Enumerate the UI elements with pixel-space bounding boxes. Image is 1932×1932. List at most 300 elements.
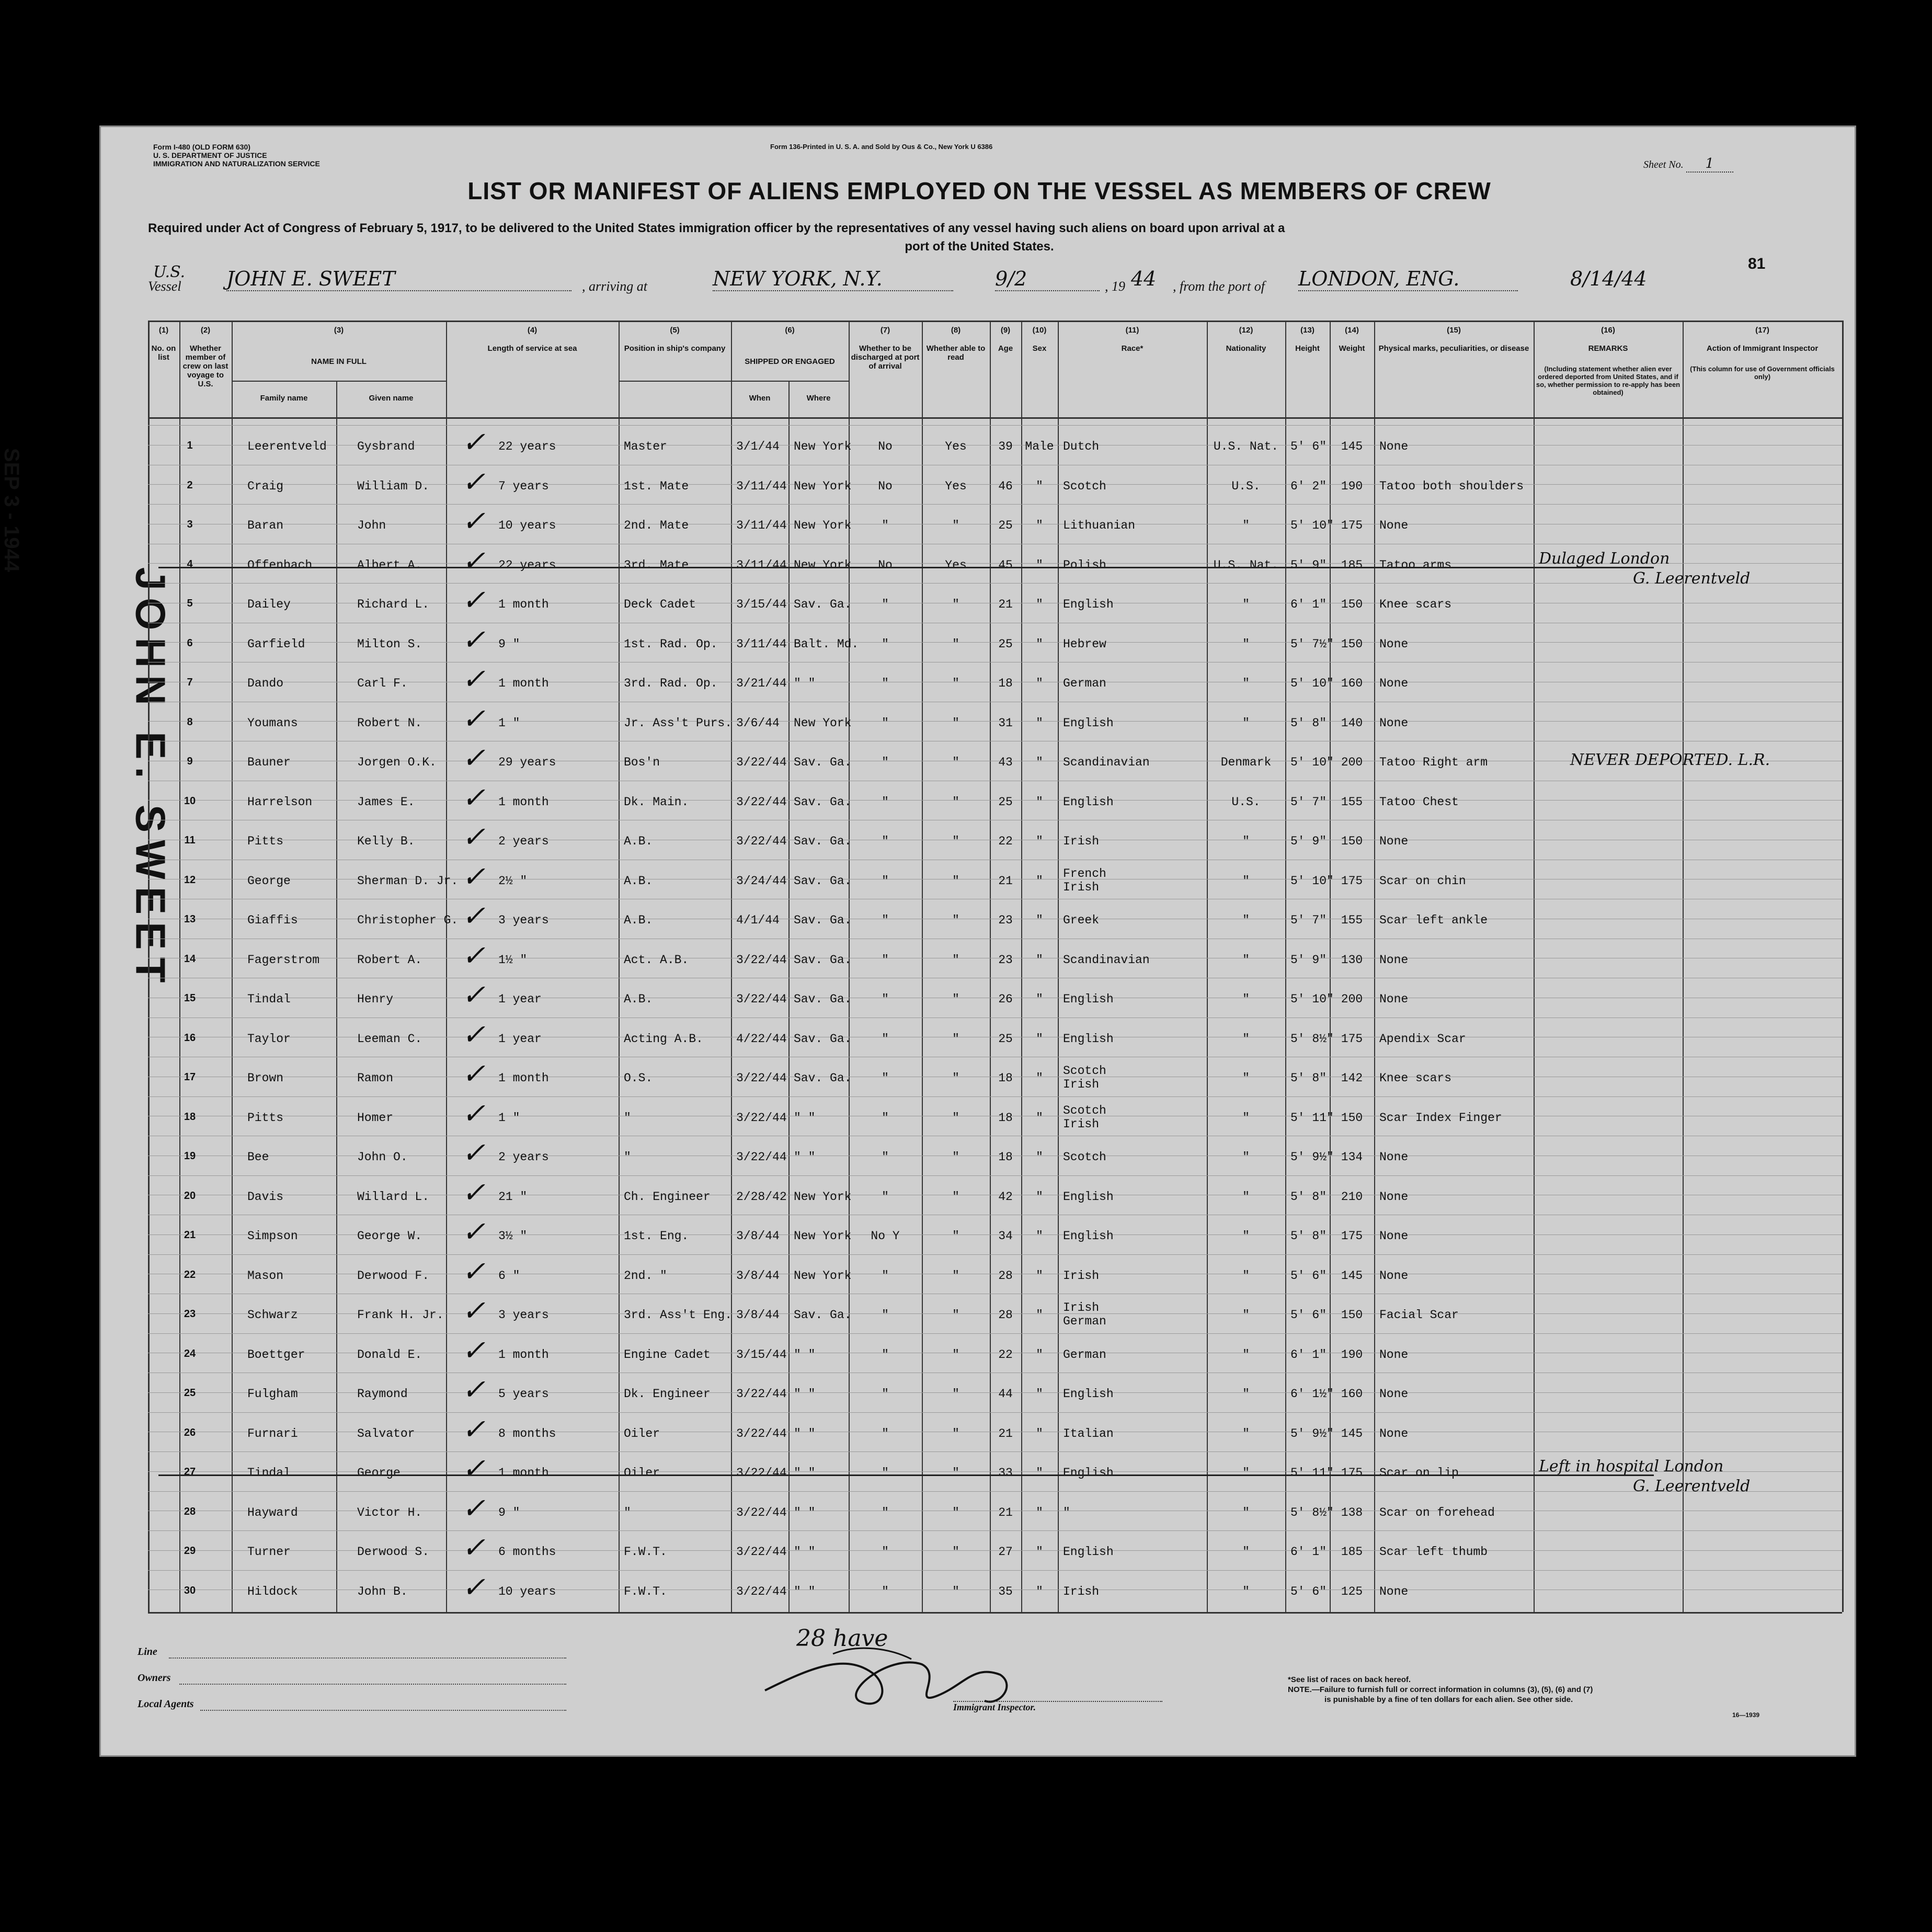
sheet-number-label [1643,156,1733,173]
race: English [1063,1229,1114,1243]
height: 5' 6" [1290,440,1327,453]
service-length: 8 months [498,1426,556,1441]
height: 5' 7½" [1290,637,1334,651]
age: 21 [998,1426,1013,1441]
able-to-read: " [952,1584,959,1598]
able-to-read: " [952,1347,959,1362]
height: 5' 10" [1290,519,1334,532]
race: English [1063,1545,1114,1559]
column-header: Position in ship's company [624,344,726,353]
shipped-date: 3/11/44 [736,519,787,532]
position: Ch. Engineer [624,1190,711,1204]
vessel-label: Vessel [148,279,181,294]
family-name: Giaffis [247,913,298,927]
column-number: (5) [670,326,680,335]
able-to-read: " [952,953,959,967]
discharge-status: " [882,756,889,769]
able-to-read: " [952,795,959,809]
age: 18 [998,1111,1013,1125]
service-length: 1 month [498,1071,549,1085]
service-length: 7 years [498,479,549,493]
column-number: (14) [1345,326,1359,335]
shipped-where: " " [794,1466,816,1480]
row-number: 26 [184,1426,196,1438]
age: 28 [998,1268,1013,1283]
discharge-status: " [882,795,889,809]
column-note: (This column for use of Government officials only) [1690,365,1835,381]
discharge-status: " [882,1347,889,1362]
shipped-date: 3/22/44 [736,1545,787,1559]
sex: " [1036,637,1043,651]
height: 6' 2" [1290,479,1327,493]
service-length: 6 " [498,1268,520,1283]
shipped-where: New York [794,479,852,493]
row-number: 22 [184,1268,196,1281]
given-name: Robert A. [357,953,422,967]
strike-through [158,1474,1654,1476]
able-to-read: " [952,1032,959,1046]
shipped-where: New York [794,558,852,572]
physical-marks: Scar left ankle [1379,913,1488,927]
nationality: " [1242,913,1250,927]
sex: " [1036,1505,1043,1519]
physical-marks: Scar on lip [1379,1466,1459,1480]
race: Lithuanian [1063,519,1136,532]
column-number: (10) [1032,326,1047,335]
check-mark: ✓ [462,1096,486,1130]
nationality: U.S. Nat. [1213,558,1279,572]
row-rule [148,1570,1842,1571]
shipped-where: " " [794,1426,816,1441]
row-number: 17 [184,1071,196,1083]
position: F.W.T. [624,1545,667,1559]
race: French Irish [1063,866,1106,894]
column-number: (7) [880,326,890,335]
service-length: 2 years [498,1150,549,1164]
footer-note: NOTE.—Failure to furnish full or correct information in columns (3), (5), (6) and (7) [1288,1685,1593,1694]
check-mark: ✓ [462,978,486,1011]
height: 5' 11" [1290,1466,1334,1480]
shipped-where: Sav. Ga. [794,756,852,769]
physical-marks: None [1379,953,1409,967]
column-number: (15) [1447,326,1461,335]
able-to-read: " [952,1545,959,1559]
height: 5' 9½" [1290,1426,1334,1441]
able-to-read: Yes [945,558,967,572]
check-mark: ✓ [462,1373,486,1406]
discharge-status: " [882,992,889,1006]
service-length: 29 years [498,756,556,769]
service-length: 5 years [498,1387,549,1401]
subtitle-line: port of the United States. [905,239,1054,254]
race: Irish [1063,1268,1100,1283]
service-length: 1 month [498,795,549,809]
check-mark: ✓ [462,426,486,459]
height: 6' 1" [1290,1545,1327,1559]
position: Act. A.B. [624,953,689,967]
position: 1st. Rad. Op. [624,637,718,651]
shipped-date: 3/8/44 [736,1308,780,1322]
row-rule [148,1530,1842,1531]
owners-label: Owners [138,1672,171,1684]
race: Scandinavian [1063,953,1150,967]
position: Acting A.B. [624,1032,703,1046]
family-name: Bee [247,1150,269,1164]
sheet-number: 1 [1686,156,1733,173]
shipped-date: 3/21/44 [736,677,787,690]
shipped-date: 3/22/44 [736,1505,787,1519]
service-length: 22 years [498,440,556,453]
crew-row [148,1057,1842,1092]
height: 5' 8" [1290,1071,1327,1085]
discharge-status: " [882,953,889,967]
nationality: " [1242,677,1250,690]
row-number: 29 [184,1545,196,1557]
header-sub-rule [619,381,849,382]
crew-row [148,899,1842,934]
family-name: Bauner [247,756,291,769]
age: 25 [998,519,1013,532]
family-name: Fulgham [247,1387,298,1401]
service-length: 1½ " [498,953,528,967]
position: Deck Cadet [624,598,696,611]
age: 25 [998,637,1013,651]
check-mark: ✓ [462,465,486,498]
column-number: (1) [158,326,169,335]
service-length: 1 month [498,1466,549,1480]
race: English [1063,795,1114,809]
discharge-status: " [882,637,889,651]
physical-marks: Knee scars [1379,1071,1452,1085]
shipped-where: " " [794,1505,816,1519]
column-number: (9) [1000,326,1011,335]
crew-row [148,1175,1842,1211]
crew-row [148,702,1842,737]
position: Engine Cadet [624,1347,711,1362]
check-mark: ✓ [462,1491,486,1525]
position: 3rd. Mate [624,558,689,572]
column-header: Whether member of crew on last voyage to U.S. [182,344,228,388]
able-to-read: " [952,1150,959,1164]
check-mark: ✓ [462,702,486,735]
form-id-line: Form I-480 (OLD FORM 630) [153,143,250,151]
age: 18 [998,1150,1013,1164]
shipped-date: 3/24/44 [736,874,787,888]
year-label: , 19 [1105,279,1125,294]
row-number: 14 [184,953,196,965]
check-mark: ✓ [462,860,486,893]
given-name: Willard L. [357,1190,430,1204]
able-to-read: " [952,637,959,651]
physical-marks: Facial Scar [1379,1308,1459,1322]
sex: " [1036,558,1043,572]
physical-marks: None [1379,1268,1409,1283]
shipped-date: 3/11/44 [736,558,787,572]
physical-marks: None [1379,1426,1409,1441]
remark-note [1539,1457,1750,1496]
race: Greek [1063,913,1100,927]
family-name: Davis [247,1190,284,1204]
shipped-where: " " [794,1387,816,1401]
given-name: Robert N. [357,716,422,730]
arriving-label: , arriving at [582,279,647,294]
physical-marks: None [1379,834,1409,848]
printer-line: Form 136-Printed in U. S. A. and Sold by Ous & Co., New York U 6386 [770,143,993,151]
shipped-date: 4/22/44 [736,1032,787,1046]
physical-marks: Scar on chin [1379,874,1466,888]
column-header: Race* [1121,344,1144,353]
able-to-read: " [952,716,959,730]
height: 5' 8½" [1290,1032,1334,1046]
row-number: 7 [187,677,193,688]
check-mark: ✓ [462,1136,486,1169]
race: Scotch [1063,1150,1106,1164]
sex: " [1036,1387,1043,1401]
nationality: " [1242,1347,1250,1362]
sex: " [1036,1426,1043,1441]
discharge-status: " [882,1308,889,1322]
crew-row [148,1531,1842,1566]
physical-marks: None [1379,1150,1409,1164]
family-name: Offenbach [247,558,313,572]
given-name: Ramon [357,1071,394,1085]
service-length: 1 year [498,992,542,1006]
height: 5' 8½" [1290,1505,1334,1519]
column-header: REMARKS [1588,344,1628,353]
check-mark: ✓ [462,1294,486,1327]
given-name: Kelly B. [357,834,415,848]
page-title: LIST OR MANIFEST OF ALIENS EMPLOYED ON THE VESSEL AS MEMBERS OF CREW [467,177,1491,204]
crew-row [148,465,1842,500]
sex: " [1036,716,1043,730]
column-number: (8) [951,326,961,335]
row-number: 18 [184,1111,196,1123]
physical-marks: Tatoo Chest [1379,795,1459,809]
given-name: George W. [357,1229,422,1243]
stamp-date: SEP 3 - 1944 [0,448,24,573]
discharge-status: No [878,440,893,453]
able-to-read: " [952,677,959,690]
column-number: (11) [1125,326,1139,335]
able-to-read: " [952,1387,959,1401]
discharge-status: " [882,1268,889,1283]
nationality: " [1242,637,1250,651]
race: Scandinavian [1063,756,1150,769]
row-number: 3 [187,519,193,530]
able-to-read: " [952,874,959,888]
service-length: 1 year [498,1032,542,1046]
physical-marks: None [1379,992,1409,1006]
service-length: 1 " [498,1111,520,1125]
check-mark: ✓ [462,1570,486,1604]
service-length: 21 " [498,1190,528,1204]
shipped-date: 4/1/44 [736,913,780,927]
given-name: John [357,519,386,532]
able-to-read: " [952,598,959,611]
family-name: Dando [247,677,284,690]
remark-note [1539,549,1750,589]
family-name: Hayward [247,1505,298,1519]
given-name: Derwood F. [357,1268,430,1283]
race: English [1063,1190,1114,1204]
service-length: 10 years [498,519,556,532]
column-subheader: Family name [260,394,308,403]
given-name: Milton S. [357,637,422,651]
given-name: Homer [357,1111,394,1125]
family-name: Furnari [247,1426,298,1441]
discharge-status: " [882,1545,889,1559]
column-number: (3) [334,326,344,335]
shipped-where: New York [794,716,852,730]
crew-row [148,1373,1842,1408]
physical-marks: Scar on forehead [1379,1505,1495,1519]
row-number: 9 [187,756,193,767]
position: 3rd. Ass't Eng. [624,1308,733,1322]
check-mark: ✓ [462,623,486,656]
column-header: NAME IN FULL [311,357,367,366]
weight: 145 [1341,1268,1363,1283]
check-mark: ✓ [462,781,486,814]
nationality: U.S. Nat. [1213,440,1279,453]
given-name: Carl F. [357,677,408,690]
family-name: Leerentveld [247,440,327,453]
shipped-date: 2/28/42 [736,1190,787,1204]
race: Italian [1063,1426,1114,1441]
row-number: 27 [184,1466,196,1478]
shipped-where: New York [794,1268,852,1283]
family-name: Craig [247,479,284,493]
service-length: 2 years [498,834,549,848]
nationality: " [1242,1229,1250,1243]
row-rule [148,1175,1842,1176]
age: 21 [998,874,1013,888]
service-length: 1 month [498,1347,549,1362]
discharge-status: " [882,874,889,888]
row-number: 6 [187,637,193,649]
sex: " [1036,913,1043,927]
footer-line-label [138,1646,157,1658]
given-name: Gysbrand [357,440,415,453]
column-header: No. on list [151,344,176,362]
shipped-date: 3/22/44 [736,1466,787,1480]
position: 1st. Mate [624,479,689,493]
position: 2nd. " [624,1268,667,1283]
shipped-date: 3/11/44 [736,637,787,651]
check-mark: ✓ [462,1412,486,1446]
weight: 210 [1341,1190,1363,1204]
check-mark: ✓ [462,544,486,577]
race: English [1063,1387,1114,1401]
position: 3rd. Rad. Op. [624,677,718,690]
check-mark: ✓ [462,820,486,853]
shipped-where: Sav. Ga. [794,1071,852,1085]
column-number: (16) [1601,326,1615,335]
shipped-where: Sav. Ga. [794,913,852,927]
check-mark: ✓ [462,1531,486,1564]
age: 35 [998,1584,1013,1598]
column-header: Nationality [1226,344,1266,353]
column-subheader: Where [806,394,831,403]
race: German [1063,1347,1106,1362]
check-mark: ✓ [462,1057,486,1090]
race: English [1063,992,1114,1006]
service-length: 22 years [498,558,556,572]
local-agents-label: Local Agents [138,1698,194,1710]
given-name: Derwood S. [357,1545,430,1559]
position: " [624,1150,631,1164]
column-header: Sex [1032,344,1047,353]
sex: " [1036,1545,1043,1559]
weight: 190 [1341,479,1363,493]
shipped-date: 3/22/44 [736,1426,787,1441]
crew-row [148,1491,1842,1527]
position: 1st. Eng. [624,1229,689,1243]
race: Irish [1063,1584,1100,1598]
shipped-where: New York [794,440,852,453]
weight: 145 [1341,440,1363,453]
discharge-status: " [882,1505,889,1519]
sex: " [1036,834,1043,848]
physical-marks: Tatoo arms [1379,558,1452,572]
age: 31 [998,716,1013,730]
crew-row [148,1096,1842,1132]
weight: 185 [1341,558,1363,572]
race: English [1063,1032,1114,1046]
arrival-year: 44 [1131,267,1157,290]
given-name: Victor H. [357,1505,422,1519]
nationality: " [1242,519,1250,532]
row-rule [148,1254,1842,1255]
header-sub-rule [232,381,446,382]
column-subheader: When [749,394,771,403]
row-rule [148,1451,1842,1452]
shipped-where: Balt. Md. [794,637,859,651]
departure-port: LONDON, ENG. [1298,267,1518,291]
discharge-status: " [882,1387,889,1401]
physical-marks: None [1379,1229,1409,1243]
check-mark: ✓ [462,1452,486,1485]
height: 5' 8" [1290,1190,1327,1204]
row-number: 21 [184,1229,196,1241]
agents-field [200,1698,566,1711]
form-id-line: IMMIGRATION AND NATURALIZATION SERVICE [153,159,320,168]
given-name: Donald E. [357,1347,422,1362]
physical-marks: Tatoo both shoulders [1379,479,1524,493]
height: 5' 9" [1290,953,1327,967]
crew-row [148,623,1842,658]
crew-row [148,426,1842,461]
family-name: Baran [247,519,284,532]
sex: " [1036,1111,1043,1125]
sex: " [1036,1150,1043,1164]
column-header: Action of Immigrant Inspector [1706,344,1819,353]
shipped-date: 3/15/44 [736,598,787,611]
footer-note: is punishable by a fine of ten dollars for each alien. See other side. [1324,1695,1573,1704]
able-to-read: " [952,519,959,532]
column-header: SHIPPED OR ENGAGED [745,357,835,366]
family-name: Youmans [247,716,298,730]
sex: " [1036,1347,1043,1362]
crew-row [148,1254,1842,1290]
column-number: (17) [1755,326,1769,335]
check-mark: ✓ [462,662,486,695]
position: Oiler [624,1426,660,1441]
service-length: 2½ " [498,874,528,888]
check-mark: ✓ [462,1215,486,1248]
nationality: " [1242,1308,1250,1322]
able-to-read: " [952,756,959,769]
race: Hebrew [1063,637,1106,651]
